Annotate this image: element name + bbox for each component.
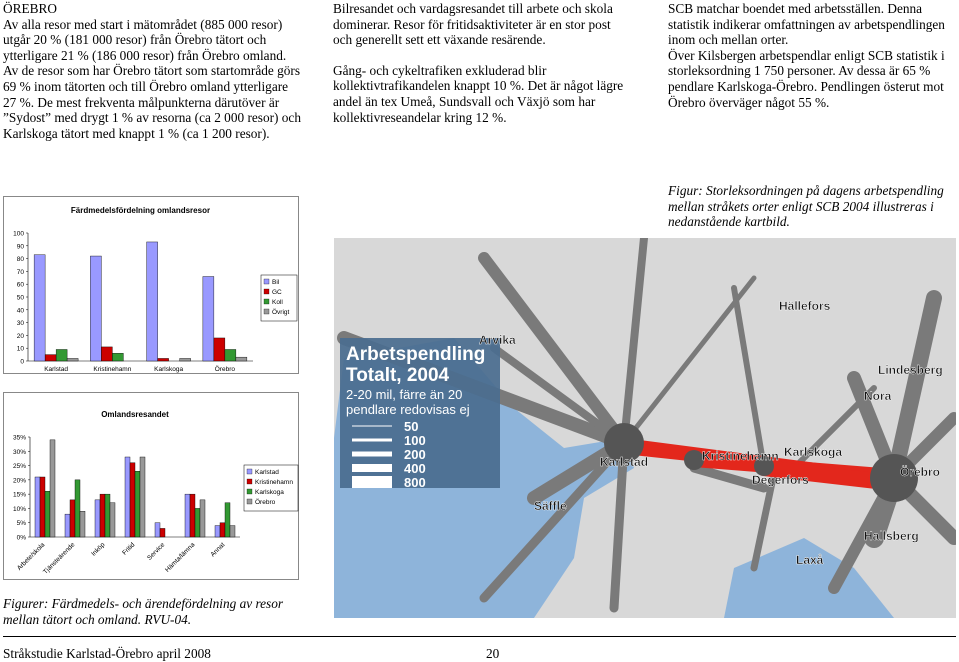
place-label: Nora <box>864 389 892 403</box>
legend-label: Bil <box>272 279 280 286</box>
bar <box>110 503 115 537</box>
bar <box>112 353 123 361</box>
legend-swatch <box>264 289 269 294</box>
y-tick-label: 10 <box>16 345 24 353</box>
y-tick-label: 15% <box>12 491 26 499</box>
paragraph: SCB matchar boendet med arbetsställen. Denna statistik indikerar omfattningen av arbetspendlingen inom och mellan orter. <box>668 1 945 48</box>
x-tick-label: Örebro <box>214 366 235 373</box>
map-legend <box>340 338 500 490</box>
bar <box>67 358 78 361</box>
bar <box>225 503 230 537</box>
legend-subtitle: pendlare redovisas ej <box>346 402 470 417</box>
bar <box>147 242 158 361</box>
chart-title: Omlandsresandet <box>101 410 169 419</box>
commuting-map <box>334 238 956 618</box>
mode-share-chart-svg <box>4 197 300 375</box>
legend-swatch <box>247 479 252 484</box>
y-tick-label: 90 <box>16 243 24 251</box>
y-tick-label: 30% <box>12 448 26 456</box>
bar <box>125 457 130 537</box>
legend-label: Karlstad <box>255 469 279 476</box>
bar <box>236 357 247 361</box>
legend-value: 50 <box>404 419 419 434</box>
bar <box>158 358 169 361</box>
bar <box>56 349 67 361</box>
y-tick-label: 10% <box>12 505 26 513</box>
bar <box>195 508 200 537</box>
commuting-map-svg <box>334 238 956 618</box>
chart-title: Färdmedelsfördelning omlandsresor <box>70 206 211 215</box>
place-label: Örebro <box>900 465 941 479</box>
mode-share-chart <box>3 196 299 374</box>
place-label: Degerfors <box>752 473 809 487</box>
legend-value: 400 <box>404 461 426 476</box>
footer-rule <box>3 636 956 637</box>
x-tick-label: Service <box>146 541 167 562</box>
bar <box>35 477 40 537</box>
bar <box>214 338 225 361</box>
bar <box>40 477 45 537</box>
paragraph: Gång- och cykeltrafiken exkluderad blir kollektivtrafikandelen knappt 10 %. Det är något lägre andel än tex Umeå, Sundsvall och Växjö som har kollektivreseandelar kring 12 %. <box>333 62 624 125</box>
bar <box>90 256 101 361</box>
bar <box>203 277 214 361</box>
legend-swatch <box>247 489 252 494</box>
bar <box>101 347 112 361</box>
trip-purpose-chart <box>3 392 299 580</box>
paragraph: Av alla resor med start i mätområdet (885 000 resor) utgår 20 % (181 000 resor) från Örebro tätort och ytterligare 21 % (186 000 resor) från Örebro omland. Av de resor som har Örebro tätort som startområde görs 69 % inom tätorten och till Örebro omland ytterligare 27 %. De mest frekventa målpunkterna därutöver är ”Sydost” med drygt 1 % av resorna (ca 2 000 resor) och Karlskoga tätort med knappt 1 % (ca 1 200 resor). <box>3 16 301 141</box>
figure-caption: Figurer: Färdmedels- och ärendefördelning av resor mellan tätort och omland. RVU-04. <box>3 596 284 627</box>
place-label: Hallsberg <box>864 529 919 543</box>
bar <box>105 494 110 537</box>
section-heading: ÖREBRO <box>3 1 57 16</box>
y-tick-label: 20 <box>16 332 24 340</box>
bar <box>70 500 75 537</box>
y-tick-label: 0% <box>16 534 26 542</box>
x-tick-label: Annat <box>209 541 227 559</box>
place-label: Lindesberg <box>878 363 943 377</box>
bar <box>45 355 56 361</box>
bar <box>50 440 55 537</box>
y-tick-label: 25% <box>12 463 26 471</box>
y-tick-label: 0 <box>20 358 24 366</box>
legend-label: Örebro <box>255 499 276 506</box>
legend-value: 800 <box>404 475 426 490</box>
x-tick-label: Fritid <box>121 541 137 557</box>
text-column-1 <box>3 1 301 141</box>
bar <box>160 528 165 537</box>
place-label: Karlskoga <box>784 445 843 459</box>
place-label: Hällefors <box>779 299 831 313</box>
paragraph: Bilresandet och vardagsresandet till arbete och skola dominerar. Resor för fritidsaktiviteter är en stor post och generellt sett ett växande resärende. <box>333 1 613 48</box>
bar <box>65 514 70 537</box>
legend-value: 100 <box>404 433 426 448</box>
bar <box>80 511 85 537</box>
map-caption: Figur: Storleksordningen på dagens arbetspendling mellan stråkets orter enligt SCB 2004 illustreras i nedanstående kartbild. <box>668 183 944 230</box>
y-tick-label: 80 <box>16 256 24 264</box>
place-label: Arvika <box>479 333 516 347</box>
legend-swatch <box>247 499 252 504</box>
text-column-3 <box>668 1 956 110</box>
bar <box>45 491 50 537</box>
bar <box>140 457 145 537</box>
bar <box>200 500 205 537</box>
bar <box>75 480 80 537</box>
bar <box>34 255 45 361</box>
bar <box>220 523 225 537</box>
place-label: Laxå <box>796 553 824 567</box>
trip-purpose-chart-svg <box>4 393 300 581</box>
legend-swatch <box>264 309 269 314</box>
bar <box>155 523 160 537</box>
x-tick-label: Hämta/lämna <box>164 541 197 574</box>
legend-swatch <box>264 299 269 304</box>
bar <box>185 494 190 537</box>
legend-label: GC <box>272 289 282 296</box>
bar <box>100 494 105 537</box>
bar <box>130 463 135 537</box>
y-tick-label: 35% <box>12 434 26 442</box>
page-number: 20 <box>486 646 500 661</box>
bar <box>190 494 195 537</box>
text-column-2 <box>333 1 633 125</box>
legend-title: Arbetspendling <box>346 344 486 365</box>
y-tick-label: 50 <box>16 294 24 302</box>
legend-label: Karlskoga <box>255 489 284 496</box>
x-tick-label: Arbete/skola <box>15 541 47 572</box>
y-tick-label: 60 <box>16 281 24 289</box>
lake-vattern <box>724 538 894 618</box>
x-tick-label: Kristinehamn <box>93 366 132 373</box>
legend-title: Totalt, 2004 <box>346 365 450 386</box>
legend-label: Kristinehamn <box>255 479 293 486</box>
legend-label: Övrigt <box>272 309 290 316</box>
y-tick-label: 70 <box>16 268 24 276</box>
legend-subtitle: 2-20 mil, färre än 20 <box>346 387 463 402</box>
legend-swatch <box>264 279 269 284</box>
legend-swatch <box>247 469 252 474</box>
x-tick-label: Inköp <box>90 541 107 558</box>
x-tick-label: Karlskoga <box>154 366 184 373</box>
bar <box>215 526 220 537</box>
bar <box>225 349 236 361</box>
y-tick-label: 40 <box>16 307 24 315</box>
y-tick-label: 30 <box>16 320 24 328</box>
bar <box>180 358 191 361</box>
bar <box>95 500 100 537</box>
legend-label: Koll <box>272 299 283 306</box>
y-tick-label: 5% <box>16 520 26 528</box>
place-label: Kristinehamn <box>702 449 779 463</box>
legend-value: 200 <box>404 447 426 462</box>
x-tick-label: Tjänsteärende <box>42 541 77 576</box>
y-tick-label: 20% <box>12 477 26 485</box>
footer-title: Stråkstudie Karlstad-Örebro april 2008 <box>3 646 211 661</box>
bar <box>135 471 140 537</box>
place-label: Karlstad <box>600 455 649 469</box>
x-tick-label: Karlstad <box>44 366 69 373</box>
place-label: Säffle <box>534 499 567 513</box>
bar <box>230 526 235 537</box>
y-tick-label: 100 <box>13 230 24 238</box>
paragraph: Över Kilsbergen arbetspendlar enligt SCB statistik i storleksordning 1 750 personer. Av dessa är 65 % pendlare Karlskoga-Örebro. Pendlingen österut mot Örebro överväger något 55 %. <box>668 47 945 110</box>
